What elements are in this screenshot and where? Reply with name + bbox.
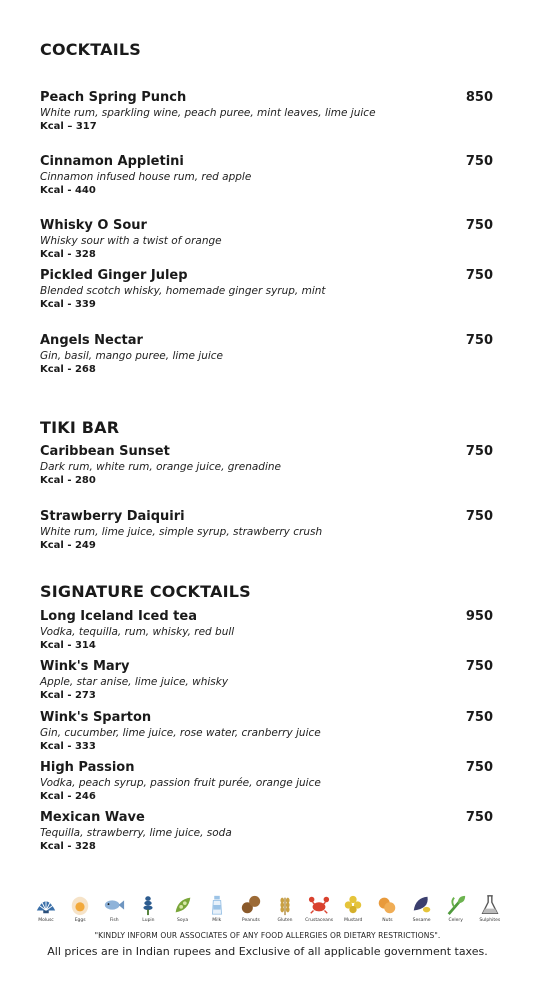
item-description: Vodka, peach syrup, passion fruit purée, orange juice	[40, 777, 321, 789]
item-name: Caribbean Sunset	[40, 444, 170, 459]
item-kcal: Kcal - 246	[40, 791, 96, 802]
section-title-cocktails: COCKTAILS	[40, 40, 142, 59]
allergen-milk	[203, 894, 231, 930]
menu-item	[40, 333, 495, 377]
item-description: Blended scotch whisky, homemade ginger syrup, mint	[40, 285, 326, 297]
sesame-icon	[411, 894, 433, 916]
item-name: Wink's Mary	[40, 659, 130, 674]
celery-icon	[445, 894, 467, 916]
allergen-label: Eggs	[74, 918, 86, 923]
allergen-label: Sesame	[412, 918, 431, 923]
allergen-peanuts	[237, 894, 265, 930]
item-kcal: Kcal - 440	[40, 185, 96, 196]
egg-icon	[69, 894, 91, 916]
allergen-celery	[442, 894, 470, 930]
item-description: Tequilla, strawberry, lime juice, soda	[40, 827, 232, 839]
allergy-notice: "KINDLY INFORM OUR ASSOCIATES OF ANY FOOD ALLERGIES OR DIETARY RESTRICTIONS".	[94, 931, 441, 940]
allergen-label: Sulphites	[479, 918, 501, 923]
allergen-label: Soya	[177, 918, 189, 923]
item-kcal: Kcal - 314	[40, 640, 96, 651]
menu-item	[40, 710, 495, 754]
allergen-label: Nuts	[382, 918, 393, 923]
menu-item	[40, 218, 495, 262]
allergen-sesame	[408, 894, 436, 930]
menu-item	[40, 659, 495, 703]
allergen-label: Celery	[448, 918, 463, 923]
item-price: 750	[465, 760, 493, 775]
item-price: 750	[465, 218, 493, 233]
item-kcal: Kcal - 328	[40, 249, 96, 260]
fish-icon	[103, 894, 125, 916]
item-price: 750	[465, 444, 493, 459]
wheat-icon	[274, 894, 296, 916]
lupin-icon	[137, 894, 159, 916]
item-name: High Passion	[40, 760, 135, 775]
allergen-sulphites	[476, 894, 504, 930]
allergen-label: Crustaceans	[305, 918, 334, 923]
item-name: Peach Spring Punch	[40, 90, 187, 105]
item-name: Angels Nectar	[40, 333, 143, 348]
item-description: Gin, cucumber, lime juice, rose water, cranberry juice	[40, 727, 321, 739]
item-description: White rum, lime juice, simple syrup, strawberry crush	[40, 526, 323, 538]
item-kcal: Kcal - 249	[40, 540, 96, 551]
item-price: 850	[465, 90, 493, 105]
nuts-icon	[376, 894, 398, 916]
item-kcal: Kcal - 328	[40, 841, 96, 852]
soya-icon	[172, 894, 194, 916]
item-price: 950	[465, 609, 493, 624]
item-kcal: Kcal - 268	[40, 364, 96, 375]
item-description: Apple, star anise, lime juice, whisky	[40, 676, 229, 688]
allergen-label: Mustard	[344, 918, 363, 923]
price-notice: All prices are in Indian rupees and Exclusive of all applicable government taxes.	[47, 945, 488, 958]
allergen-gluten	[271, 894, 299, 930]
menu-item	[40, 810, 495, 854]
menu-item	[40, 609, 495, 653]
menu-item	[40, 90, 495, 134]
allergen-mustard	[339, 894, 367, 930]
crab-icon	[308, 894, 330, 916]
allergen-soya	[169, 894, 197, 930]
item-description: Whisky sour with a twist of orange	[40, 235, 222, 247]
item-name: Long Iceland Iced tea	[40, 609, 197, 624]
item-kcal: Kcal - 339	[40, 299, 96, 310]
item-description: Vodka, tequilla, rum, whisky, red bull	[40, 626, 235, 638]
item-price: 750	[465, 509, 493, 524]
item-kcal: Kcal - 273	[40, 690, 96, 701]
section-title-tiki-bar: TIKI BAR	[40, 418, 120, 437]
item-name: Wink's Sparton	[40, 710, 152, 725]
peanut-icon	[240, 894, 262, 916]
item-kcal: Kcal - 280	[40, 475, 96, 486]
item-name: Cinnamon Appletini	[40, 154, 184, 169]
allergen-label: Peanuts	[241, 918, 260, 923]
allergen-lupin	[134, 894, 162, 930]
allergen-label: Molusc	[38, 918, 54, 923]
section-title-signature-cocktails: SIGNATURE COCKTAILS	[40, 582, 251, 601]
mustard-icon	[342, 894, 364, 916]
menu-item	[40, 509, 495, 553]
allergen-nuts	[373, 894, 401, 930]
allergen-crustaceans	[305, 894, 333, 930]
item-price: 750	[465, 810, 493, 825]
item-description: Dark rum, white rum, orange juice, grenadine	[40, 461, 281, 473]
item-name: Strawberry Daiquiri	[40, 509, 185, 524]
item-price: 750	[465, 659, 493, 674]
menu-item	[40, 268, 495, 312]
item-name: Pickled Ginger Julep	[40, 268, 188, 283]
flask-icon	[479, 894, 501, 916]
item-kcal: Kcal - 333	[40, 741, 96, 752]
allergen-label: Gluten	[277, 918, 293, 923]
allergen-eggs	[66, 894, 94, 930]
allergen-molusc	[32, 894, 60, 930]
allergen-label: Milk	[212, 918, 222, 923]
allergen-label: Fish	[109, 918, 119, 923]
menu-item	[40, 760, 495, 804]
item-price: 750	[465, 154, 493, 169]
allergen-fish	[100, 894, 128, 930]
milk-icon	[206, 894, 228, 916]
item-description: Gin, basil, mango puree, lime juice	[40, 350, 224, 362]
item-name: Mexican Wave	[40, 810, 145, 825]
item-name: Whisky O Sour	[40, 218, 147, 233]
item-description: Cinnamon infused house rum, red apple	[40, 171, 252, 183]
allergen-label: Lupin	[142, 918, 155, 923]
menu-item	[40, 444, 495, 488]
menu-item	[40, 154, 495, 198]
item-price: 750	[465, 710, 493, 725]
item-price: 750	[465, 268, 493, 283]
allergen-legend	[32, 894, 504, 930]
item-price: 750	[465, 333, 493, 348]
shell-icon	[35, 894, 57, 916]
item-description: White rum, sparkling wine, peach puree, mint leaves, lime juice	[40, 107, 376, 119]
item-kcal: Kcal – 317	[40, 121, 97, 132]
